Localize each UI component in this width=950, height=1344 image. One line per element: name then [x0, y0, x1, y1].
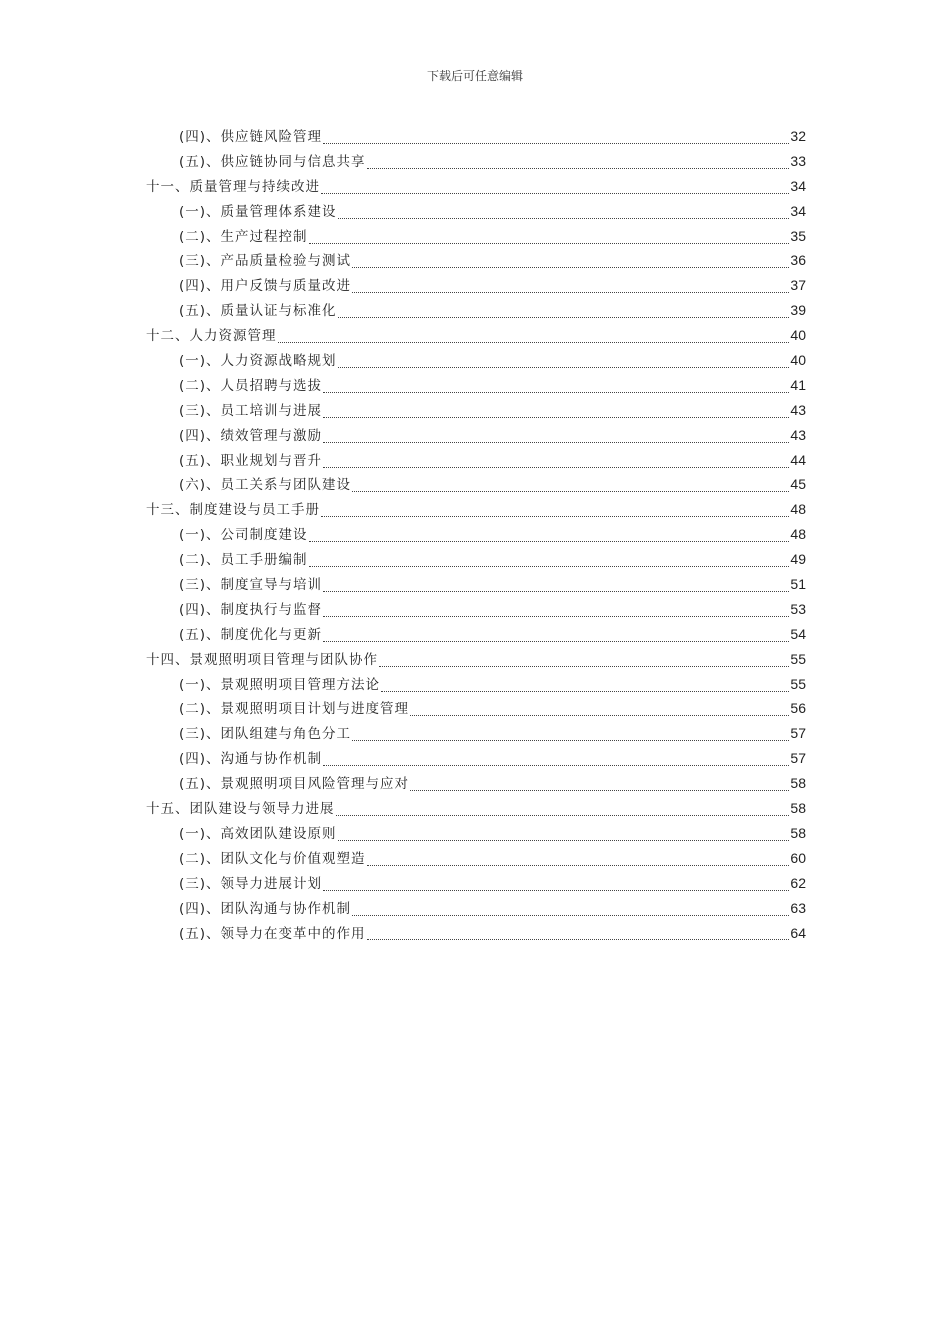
toc-chapter-entry[interactable]	[146, 648, 806, 673]
toc-entry-page-number: 55	[790, 675, 806, 692]
toc-section-entry[interactable]	[146, 598, 806, 623]
toc-dot-leader	[352, 267, 789, 268]
toc-entry-title: (三)、制度宣导与培训	[179, 577, 323, 594]
toc-dot-leader	[352, 740, 789, 741]
toc-entry-title: 十四、景观照明项目管理与团队协作	[146, 651, 378, 668]
toc-dot-leader	[323, 890, 789, 891]
toc-section-entry[interactable]	[146, 548, 806, 573]
toc-section-entry[interactable]	[146, 200, 806, 225]
toc-dot-leader	[367, 168, 790, 169]
toc-entry-page-number: 55	[790, 650, 806, 667]
toc-entry-page-number: 34	[790, 202, 806, 219]
toc-section-entry[interactable]	[146, 673, 806, 698]
toc-entry-title: (二)、景观照明项目计划与进度管理	[179, 701, 410, 718]
toc-entry-title: (一)、公司制度建设	[179, 527, 308, 544]
toc-entry-page-number: 45	[790, 476, 806, 493]
toc-entry-title: 十五、团队建设与领导力进展	[146, 801, 335, 818]
toc-section-entry[interactable]	[146, 897, 806, 922]
toc-dot-leader	[352, 491, 789, 492]
toc-entry-page-number: 57	[790, 725, 806, 742]
toc-entry-page-number: 35	[790, 227, 806, 244]
toc-section-entry[interactable]	[146, 225, 806, 250]
toc-entry-title: (三)、员工培训与进展	[179, 402, 323, 419]
toc-entry-page-number: 40	[790, 327, 806, 344]
toc-entry-title: (一)、质量管理体系建设	[179, 203, 337, 220]
toc-entry-page-number: 57	[790, 750, 806, 767]
toc-entry-title: (三)、团队组建与角色分工	[179, 726, 352, 743]
toc-section-entry[interactable]	[146, 399, 806, 424]
toc-dot-leader	[352, 915, 789, 916]
toc-dot-leader	[323, 765, 789, 766]
toc-dot-leader	[367, 865, 790, 866]
toc-chapter-entry[interactable]	[146, 797, 806, 822]
toc-dot-leader	[323, 442, 789, 443]
toc-dot-leader	[323, 641, 789, 642]
toc-dot-leader	[323, 143, 789, 144]
toc-entry-title: 十一、质量管理与持续改进	[146, 178, 320, 195]
toc-entry-page-number: 44	[790, 451, 806, 468]
toc-entry-page-number: 63	[790, 899, 806, 916]
toc-entry-title: (四)、沟通与协作机制	[179, 751, 323, 768]
toc-section-entry[interactable]	[146, 125, 806, 150]
toc-entry-title: (一)、人力资源战略规划	[179, 353, 337, 370]
toc-entry-title: (四)、绩效管理与激励	[179, 427, 323, 444]
toc-section-entry[interactable]	[146, 449, 806, 474]
toc-entry-title: (四)、用户反馈与质量改进	[179, 278, 352, 295]
toc-entry-page-number: 39	[790, 302, 806, 319]
toc-dot-leader	[352, 292, 789, 293]
toc-entry-title: (二)、生产过程控制	[179, 228, 308, 245]
toc-entry-title: (五)、制度优化与更新	[179, 626, 323, 643]
toc-entry-page-number: 43	[790, 426, 806, 443]
toc-section-entry[interactable]	[146, 697, 806, 722]
toc-entry-page-number: 37	[790, 277, 806, 294]
toc-dot-leader	[309, 243, 790, 244]
toc-chapter-entry[interactable]	[146, 175, 806, 200]
toc-section-entry[interactable]	[146, 249, 806, 274]
toc-section-entry[interactable]	[146, 822, 806, 847]
toc-entry-title: (四)、团队沟通与协作机制	[179, 900, 352, 917]
toc-dot-leader	[323, 467, 789, 468]
toc-entry-page-number: 48	[790, 501, 806, 518]
toc-entry-page-number: 48	[790, 526, 806, 543]
toc-dot-leader	[323, 591, 789, 592]
toc-section-entry[interactable]	[146, 473, 806, 498]
toc-entry-page-number: 60	[790, 849, 806, 866]
toc-section-entry[interactable]	[146, 274, 806, 299]
toc-entry-page-number: 56	[790, 700, 806, 717]
toc-dot-leader	[338, 218, 790, 219]
toc-entry-page-number: 58	[790, 775, 806, 792]
toc-dot-leader	[410, 790, 789, 791]
toc-dot-leader	[323, 616, 789, 617]
toc-entry-page-number: 64	[790, 924, 806, 941]
toc-dot-leader	[321, 193, 789, 194]
toc-section-entry[interactable]	[146, 523, 806, 548]
toc-entry-page-number: 53	[790, 600, 806, 617]
toc-entry-title: (三)、产品质量检验与测试	[179, 253, 352, 270]
page-header: 下载后可任意编辑	[426, 69, 523, 83]
toc-entry-title: (五)、职业规划与晋升	[179, 452, 323, 469]
toc-entry-title: (一)、景观照明项目管理方法论	[179, 676, 381, 693]
toc-section-entry[interactable]	[146, 722, 806, 747]
toc-entry-title: (二)、团队文化与价值观塑造	[179, 850, 366, 867]
toc-entry-page-number: 51	[790, 576, 806, 593]
toc-dot-leader	[367, 939, 790, 940]
toc-dot-leader	[381, 691, 789, 692]
toc-entry-page-number: 34	[790, 177, 806, 194]
toc-section-entry[interactable]	[146, 847, 806, 872]
toc-chapter-entry[interactable]	[146, 324, 806, 349]
toc-dot-leader	[323, 417, 789, 418]
toc-chapter-entry[interactable]	[146, 498, 806, 523]
toc-dot-leader	[338, 840, 790, 841]
toc-section-entry[interactable]	[146, 299, 806, 324]
toc-dot-leader	[379, 666, 789, 667]
toc-entry-page-number: 40	[790, 352, 806, 369]
toc-entry-title: (五)、景观照明项目风险管理与应对	[179, 776, 410, 793]
toc-dot-leader	[323, 392, 789, 393]
toc-entry-title: (五)、质量认证与标准化	[179, 303, 337, 320]
toc-entry-title: (一)、高效团队建设原则	[179, 825, 337, 842]
toc-entry-title: (三)、领导力进展计划	[179, 875, 323, 892]
table-of-contents	[146, 125, 806, 946]
toc-entry-page-number: 33	[790, 152, 806, 169]
toc-dot-leader	[278, 342, 790, 343]
toc-dot-leader	[336, 815, 790, 816]
toc-dot-leader	[309, 541, 790, 542]
toc-entry-page-number: 41	[790, 376, 806, 393]
toc-section-entry[interactable]	[146, 747, 806, 772]
toc-dot-leader	[410, 715, 789, 716]
toc-entry-title: (二)、员工手册编制	[179, 552, 308, 569]
toc-section-entry[interactable]	[146, 374, 806, 399]
toc-section-entry[interactable]	[146, 623, 806, 648]
toc-section-entry[interactable]	[146, 349, 806, 374]
toc-entry-page-number: 58	[790, 824, 806, 841]
toc-entry-page-number: 62	[790, 874, 806, 891]
toc-entry-title: (五)、领导力在变革中的作用	[179, 925, 366, 942]
toc-section-entry[interactable]	[146, 150, 806, 175]
toc-section-entry[interactable]	[146, 772, 806, 797]
toc-entry-page-number: 58	[790, 800, 806, 817]
toc-entry-title: (四)、供应链风险管理	[179, 129, 323, 145]
toc-entry-page-number: 43	[790, 401, 806, 418]
toc-dot-leader	[321, 516, 789, 517]
toc-dot-leader	[309, 566, 790, 567]
toc-entry-page-number: 54	[790, 625, 806, 642]
toc-entry-page-number: 49	[790, 551, 806, 568]
toc-entry-page-number: 36	[790, 252, 806, 269]
toc-entry-title: 十三、制度建设与员工手册	[146, 502, 320, 519]
toc-entry-title: 十二、人力资源管理	[146, 328, 277, 345]
toc-section-entry[interactable]	[146, 424, 806, 449]
toc-section-entry[interactable]	[146, 922, 806, 947]
toc-section-entry[interactable]	[146, 872, 806, 897]
toc-dot-leader	[338, 367, 790, 368]
toc-section-entry[interactable]	[146, 573, 806, 598]
toc-entry-title: (六)、员工关系与团队建设	[179, 477, 352, 494]
toc-dot-leader	[338, 317, 790, 318]
toc-entry-title: (五)、供应链协同与信息共享	[179, 153, 366, 170]
toc-entry-title: (四)、制度执行与监督	[179, 601, 323, 618]
toc-entry-page-number: 32	[790, 128, 806, 144]
toc-entry-title: (二)、人员招聘与选拔	[179, 377, 323, 394]
